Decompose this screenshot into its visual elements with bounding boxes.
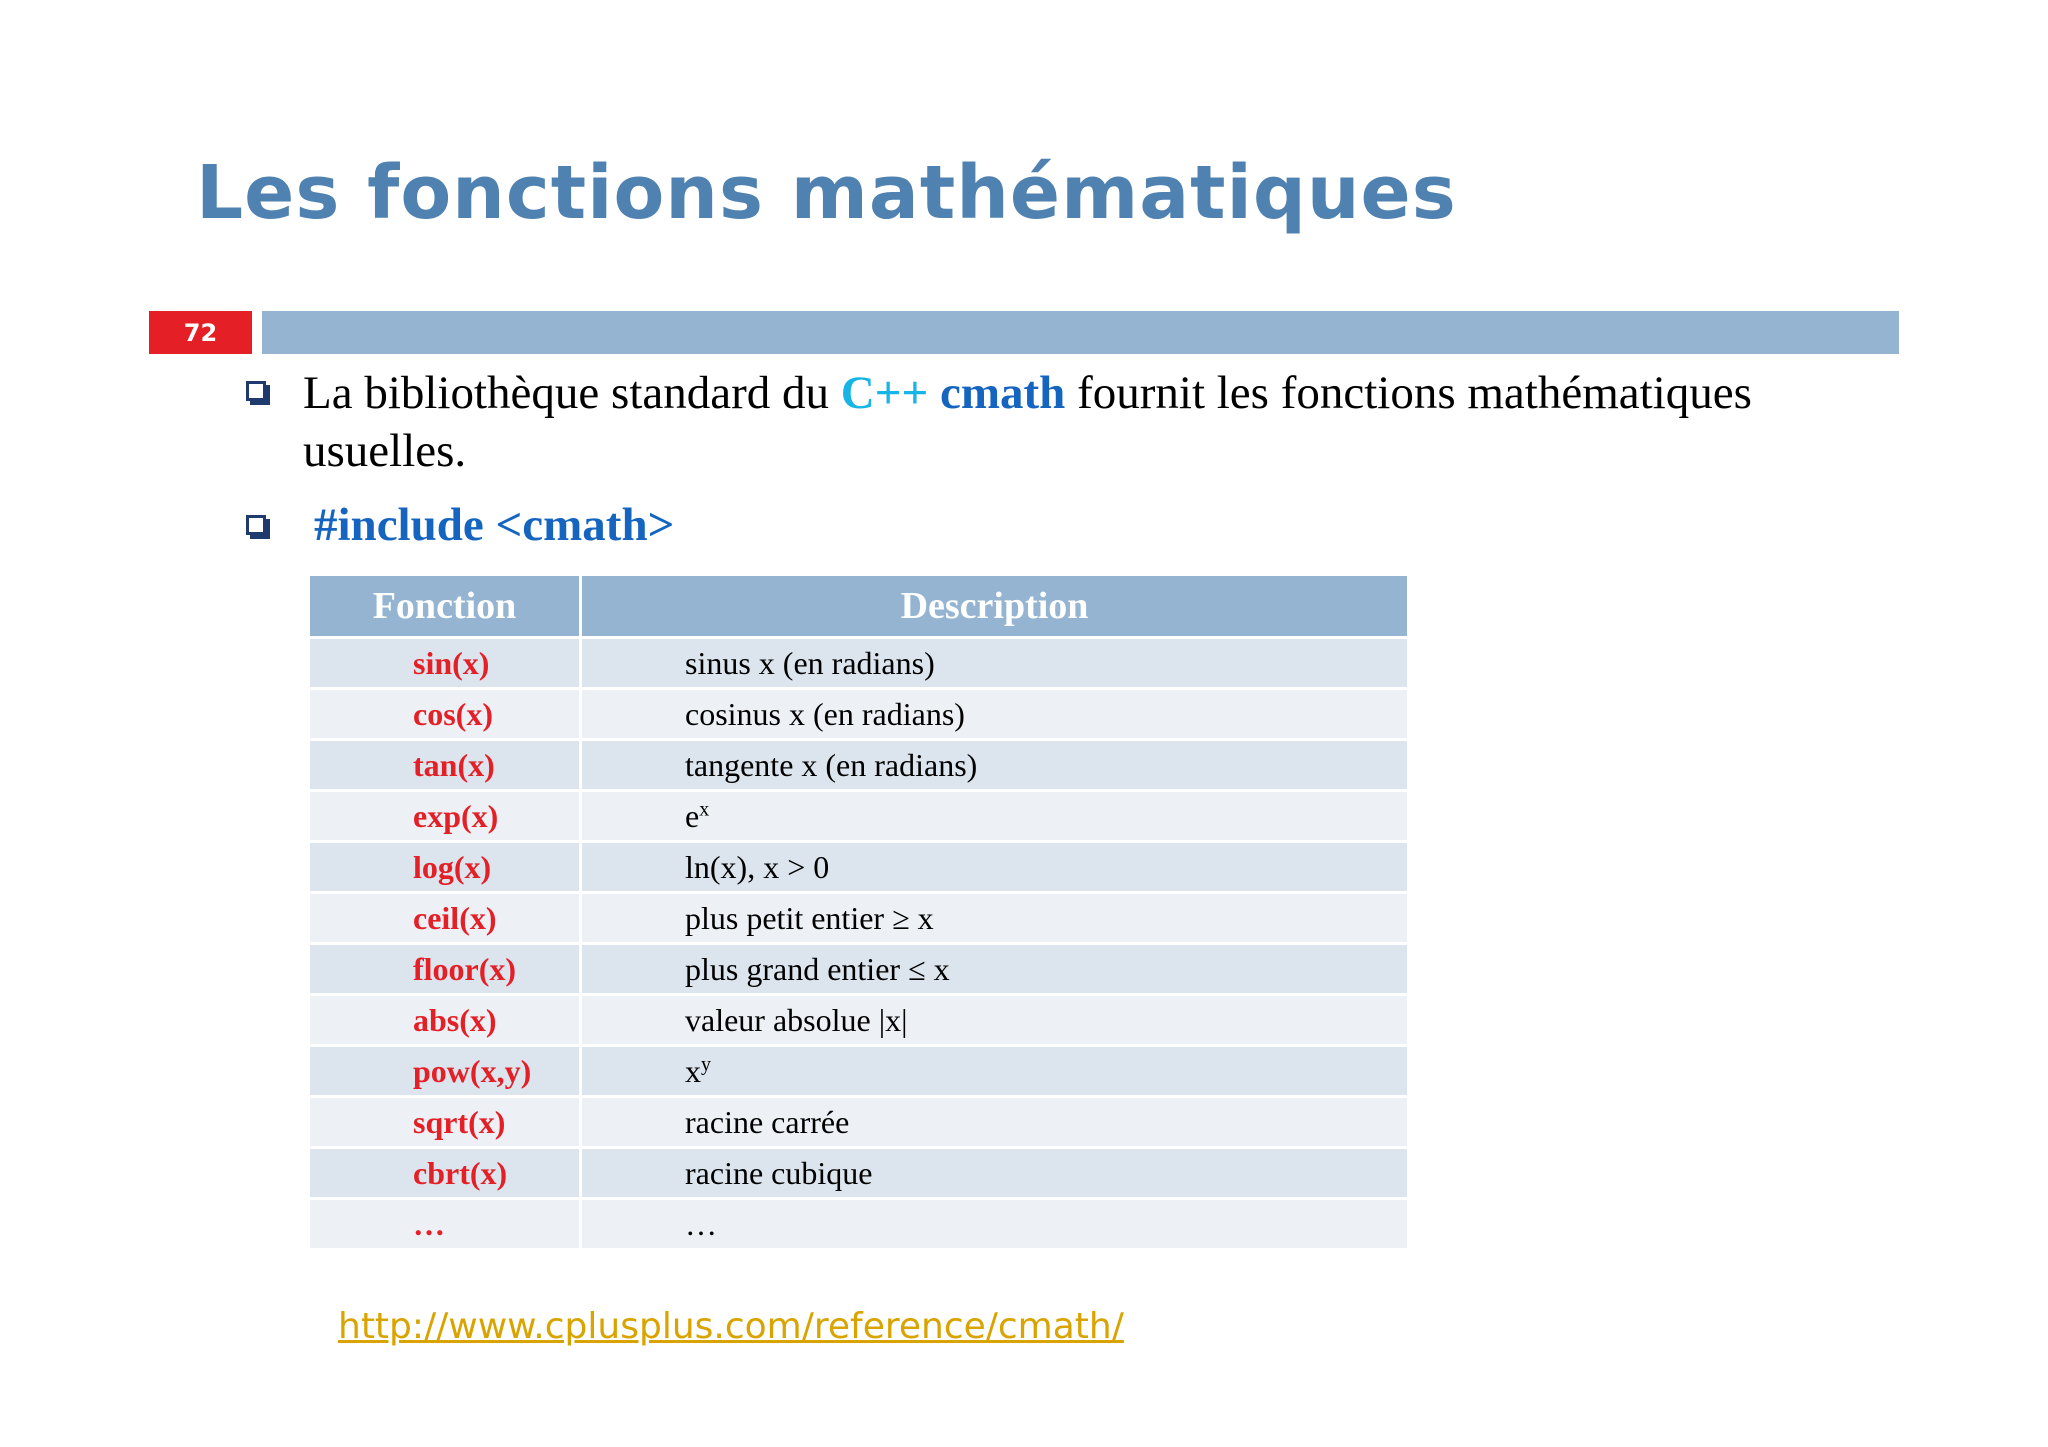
function-description: tangente x (en radians)	[581, 740, 1409, 791]
function-name: log(x)	[309, 842, 581, 893]
header-bar	[262, 311, 1899, 354]
table-row	[309, 842, 1409, 893]
cmath-reference-link[interactable]: http://www.cplusplus.com/reference/cmath/	[338, 1306, 1124, 1347]
table-row	[309, 689, 1409, 740]
function-description	[581, 1046, 1409, 1097]
table-header-row	[309, 575, 1409, 638]
slide-title: Les fonctions mathématiques	[196, 150, 1457, 236]
table-row	[309, 1097, 1409, 1148]
intro-text-end: fournit les fonctions mathématiques usuelles.	[303, 367, 1752, 477]
table-row	[309, 638, 1409, 689]
function-name: sin(x)	[309, 638, 581, 689]
function-name: exp(x)	[309, 791, 581, 842]
function-description: …	[581, 1199, 1409, 1250]
function-name: cos(x)	[309, 689, 581, 740]
square-bullet-icon	[246, 515, 266, 535]
cmath-keyword: cmath	[940, 367, 1066, 419]
intro-paragraph	[303, 364, 1863, 480]
table-row	[309, 791, 1409, 842]
pow-superscript: y	[701, 1052, 711, 1075]
function-name: pow(x,y)	[309, 1046, 581, 1097]
function-description: plus petit entier ≥ x	[581, 893, 1409, 944]
table-row	[309, 995, 1409, 1046]
function-description: ln(x), x > 0	[581, 842, 1409, 893]
square-bullet-icon	[246, 381, 266, 401]
table-row	[309, 1199, 1409, 1250]
function-description: plus grand entier ≤ x	[581, 944, 1409, 995]
function-description: cosinus x (en radians)	[581, 689, 1409, 740]
function-name: …	[309, 1199, 581, 1250]
header-function: Fonction	[309, 575, 581, 638]
functions-table	[307, 573, 1410, 1251]
table-row	[309, 893, 1409, 944]
function-description: sinus x (en radians)	[581, 638, 1409, 689]
function-name: cbrt(x)	[309, 1148, 581, 1199]
intro-text-start: La bibliothèque standard du	[303, 367, 841, 419]
function-description	[581, 791, 1409, 842]
function-description: racine cubique	[581, 1148, 1409, 1199]
table-row	[309, 740, 1409, 791]
pow-base: x	[685, 1052, 701, 1089]
function-description: valeur absolue |x|	[581, 995, 1409, 1046]
page-number-badge: 72	[149, 311, 252, 354]
function-name: floor(x)	[309, 944, 581, 995]
cpp-keyword: C++	[840, 367, 929, 419]
function-name: abs(x)	[309, 995, 581, 1046]
function-description: racine carrée	[581, 1097, 1409, 1148]
header-description: Description	[581, 575, 1409, 638]
table-row	[309, 944, 1409, 995]
function-name: sqrt(x)	[309, 1097, 581, 1148]
table-row	[309, 1148, 1409, 1199]
exp-base: e	[685, 797, 700, 834]
table-row	[309, 1046, 1409, 1097]
function-name: tan(x)	[309, 740, 581, 791]
function-name: ceil(x)	[309, 893, 581, 944]
include-directive: #include <cmath>	[314, 499, 675, 551]
exp-superscript: x	[699, 797, 710, 820]
